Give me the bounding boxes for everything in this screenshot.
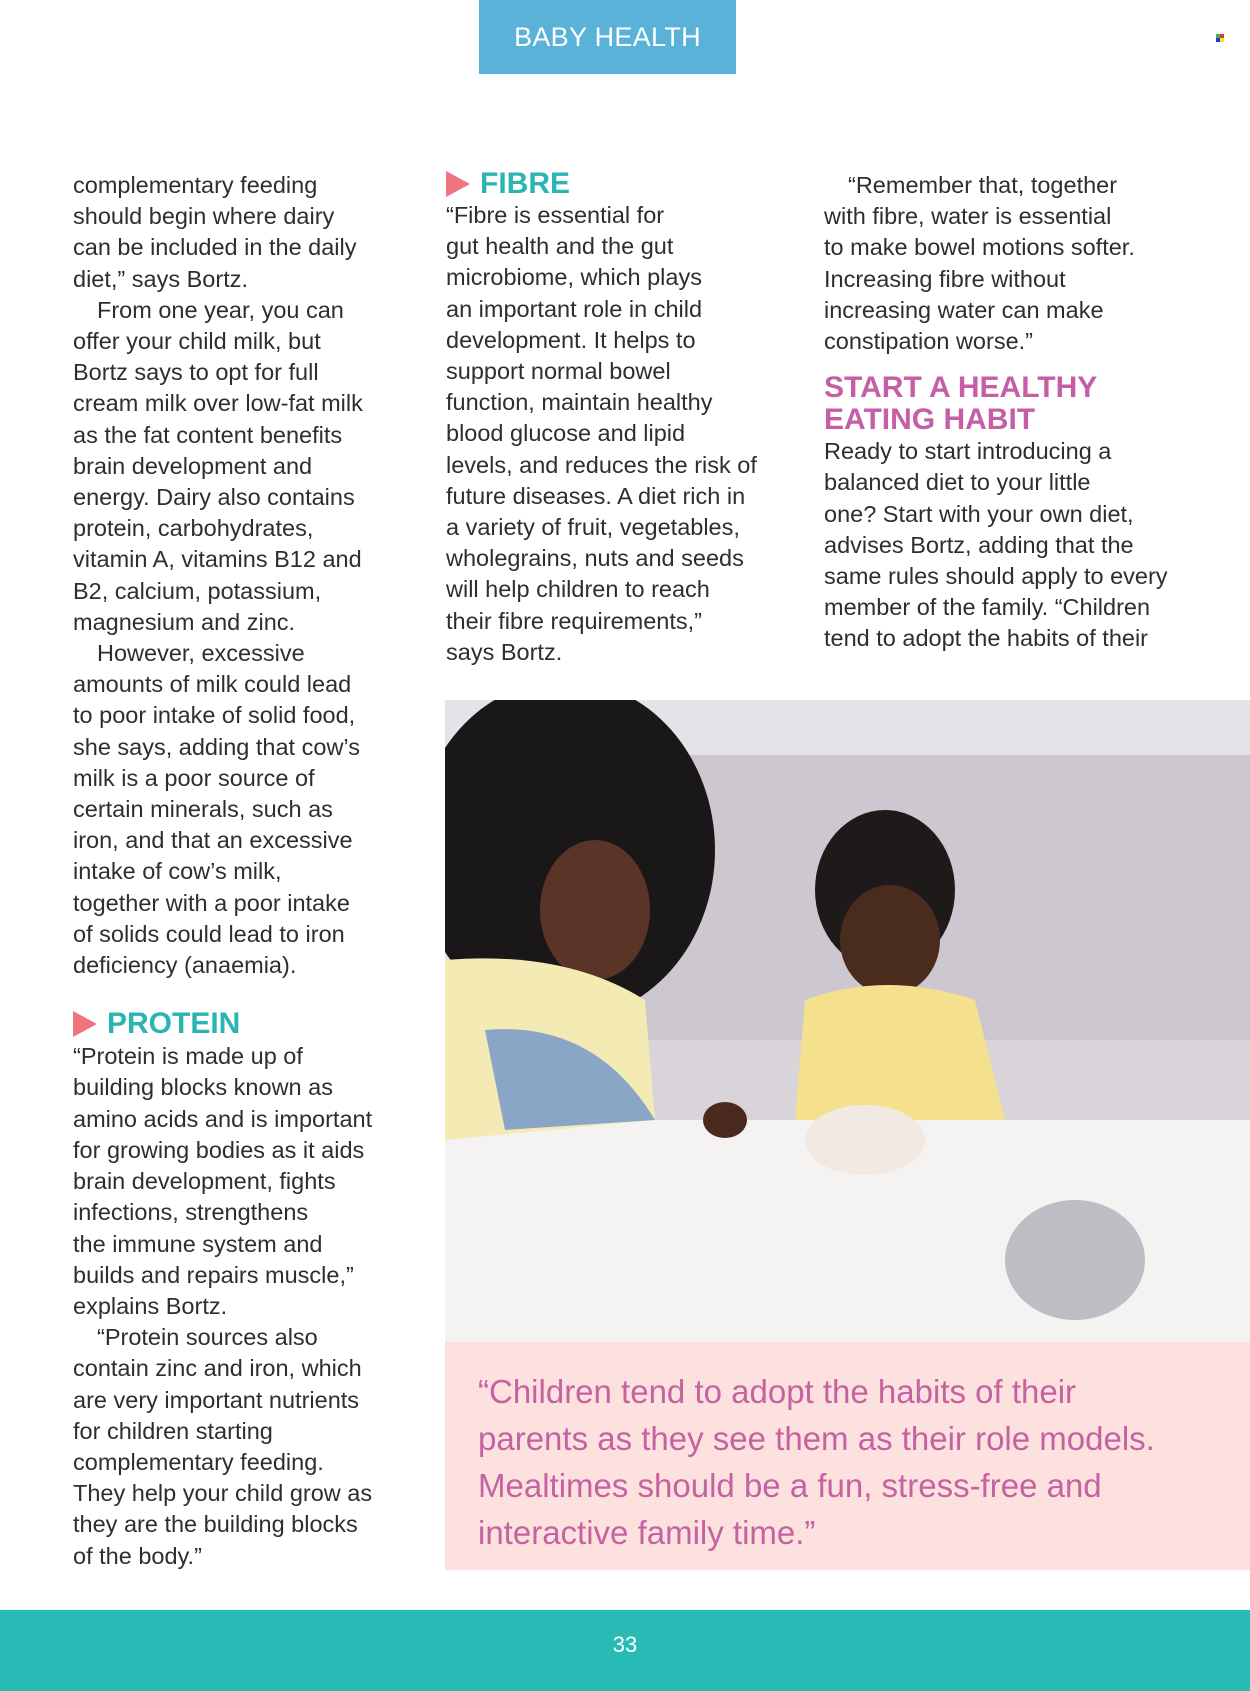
text-line: member of the family. “Children [824, 594, 1151, 621]
text-line: However, excessive [97, 640, 305, 667]
body-paragraph [73, 1041, 433, 1322]
text-line: support normal bowel [446, 358, 671, 385]
text-line: with fibre, water is essential [824, 203, 1112, 230]
protein-heading [73, 1007, 433, 1041]
text-line: they are the building blocks [73, 1511, 358, 1538]
text-line: From one year, you can [97, 296, 344, 323]
text-line: complementary feeding [73, 172, 318, 198]
text-line: infections, strengthens [73, 1199, 309, 1226]
text-line: “Protein sources also [97, 1324, 318, 1351]
text-line: explains Bortz. [73, 1292, 228, 1319]
page-number: 33 [612, 1632, 638, 1657]
text-line: are very important nutrients [73, 1386, 360, 1413]
text-line: the immune system and [73, 1230, 323, 1257]
text-line: building blocks known as [73, 1074, 333, 1101]
text-line: can be included in the daily [73, 234, 357, 261]
text-line: for growing bodies as it aids [73, 1136, 365, 1163]
text-line: magnesium and zinc. [73, 608, 296, 635]
fibre-heading [446, 167, 796, 201]
text-line: iron, and that an excessive [73, 827, 353, 854]
text-line: “Remember that, together [848, 172, 1118, 198]
body-paragraph [73, 295, 433, 638]
text-line: advises Bortz, adding that the [824, 531, 1134, 558]
text-line: their fibre requirements,” [446, 607, 702, 634]
text-line: to make bowel motions softer. [824, 234, 1135, 261]
water-paragraph [824, 170, 1204, 357]
text-line: EATING HABIT [824, 403, 1036, 437]
text-line: blood glucose and lipid [446, 420, 686, 447]
text-line: Ready to start introducing a [824, 438, 1112, 465]
text-line: tend to adopt the habits of their [824, 625, 1149, 652]
text-line: Mealtimes should be a fun, stress-free and [478, 1467, 1102, 1504]
fibre-heading-text: FIBRE [480, 167, 570, 200]
mother-feeding-toddler-photo [445, 700, 1250, 1342]
text-line: amino acids and is important [73, 1105, 373, 1132]
text-line: wholegrains, nuts and seeds [446, 545, 744, 572]
text-line: together with a poor intake [73, 889, 350, 916]
column-2 [446, 167, 796, 668]
text-line: development. It helps to [446, 326, 696, 353]
page-footer [0, 1610, 1250, 1691]
pull-quote-text [478, 1368, 1238, 1556]
text-line: protein, carbohydrates, [73, 515, 314, 542]
text-line: “Children tend to adopt the habits of their [478, 1373, 1077, 1410]
section-tag: BABY HEALTH [479, 0, 736, 74]
text-line: cream milk over low-fat milk [73, 390, 363, 417]
text-line: They help your child grow as [73, 1480, 373, 1507]
text-line: will help children to reach [446, 576, 710, 603]
body-paragraph [73, 1322, 433, 1572]
text-line: increasing water can make [824, 296, 1104, 323]
text-line: “Protein is made up of [73, 1043, 303, 1070]
text-line: Increasing fibre without [824, 265, 1066, 292]
text-line: as the fat content benefits [73, 421, 343, 448]
text-line: offer your child milk, but [73, 328, 321, 355]
text-line: energy. Dairy also contains [73, 484, 355, 511]
text-line: deficiency (anaemia). [73, 952, 297, 979]
text-line: to poor intake of solid food, [73, 702, 356, 729]
text-line: START A HEALTHY [824, 371, 1098, 405]
text-line: microbiome, which plays [446, 264, 702, 291]
text-line: should begin where dairy [73, 203, 335, 230]
text-line: of the body.” [73, 1542, 202, 1569]
triangle-bullet-icon [73, 1011, 97, 1037]
text-line: function, maintain healthy [446, 389, 713, 416]
text-line: parents as they see them as their role models. [478, 1420, 1155, 1457]
text-line: intake of cow’s milk, [73, 858, 282, 885]
text-line: for children starting [73, 1417, 273, 1444]
text-line: “Fibre is essential for [446, 202, 665, 228]
text-line: interactive family time.” [478, 1514, 816, 1551]
text-line: says Bortz. [446, 638, 563, 665]
text-line: certain minerals, such as [73, 796, 333, 823]
text-line: constipation worse.” [824, 328, 1033, 355]
text-line: brain development and [73, 452, 313, 479]
text-line: vitamin A, vitamins B12 and [73, 546, 362, 573]
text-line: contain zinc and iron, which [73, 1355, 362, 1382]
publisher-logo-icon [1216, 34, 1224, 42]
text-line: balanced diet to your little [824, 469, 1091, 496]
text-line: she says, adding that cow’s [73, 733, 360, 760]
text-line: gut health and the gut [446, 233, 674, 260]
pull-quote-box [445, 1342, 1250, 1570]
healthy-habit-paragraph [824, 436, 1204, 654]
column-3 [824, 170, 1204, 655]
protein-heading-text: PROTEIN [107, 1007, 241, 1041]
text-line: Bortz says to opt for full [73, 359, 319, 386]
body-paragraph [73, 170, 433, 295]
text-line: future diseases. A diet rich in [446, 482, 746, 509]
text-line: builds and repairs muscle,” [73, 1261, 354, 1288]
text-line: levels, and reduces the risk of [446, 451, 757, 478]
text-line: an important role in child [446, 295, 703, 322]
text-line: amounts of milk could lead [73, 671, 352, 698]
body-paragraph [73, 638, 433, 981]
healthy-habit-heading [824, 372, 1204, 436]
text-line: same rules should apply to every [824, 563, 1168, 590]
text-line: milk is a poor source of [73, 764, 315, 791]
text-line: one? Start with your own diet, [824, 500, 1134, 527]
text-line: brain development, fights [73, 1168, 336, 1195]
triangle-bullet-icon [446, 171, 470, 197]
text-line: complementary feeding. [73, 1448, 324, 1475]
text-line: B2, calcium, potassium, [73, 577, 322, 604]
text-line: diet,” says Bortz. [73, 265, 248, 292]
fibre-paragraph [446, 200, 796, 668]
text-line: a variety of fruit, vegetables, [446, 514, 740, 541]
text-line: of solids could lead to iron [73, 920, 345, 947]
column-1 [73, 170, 433, 1572]
